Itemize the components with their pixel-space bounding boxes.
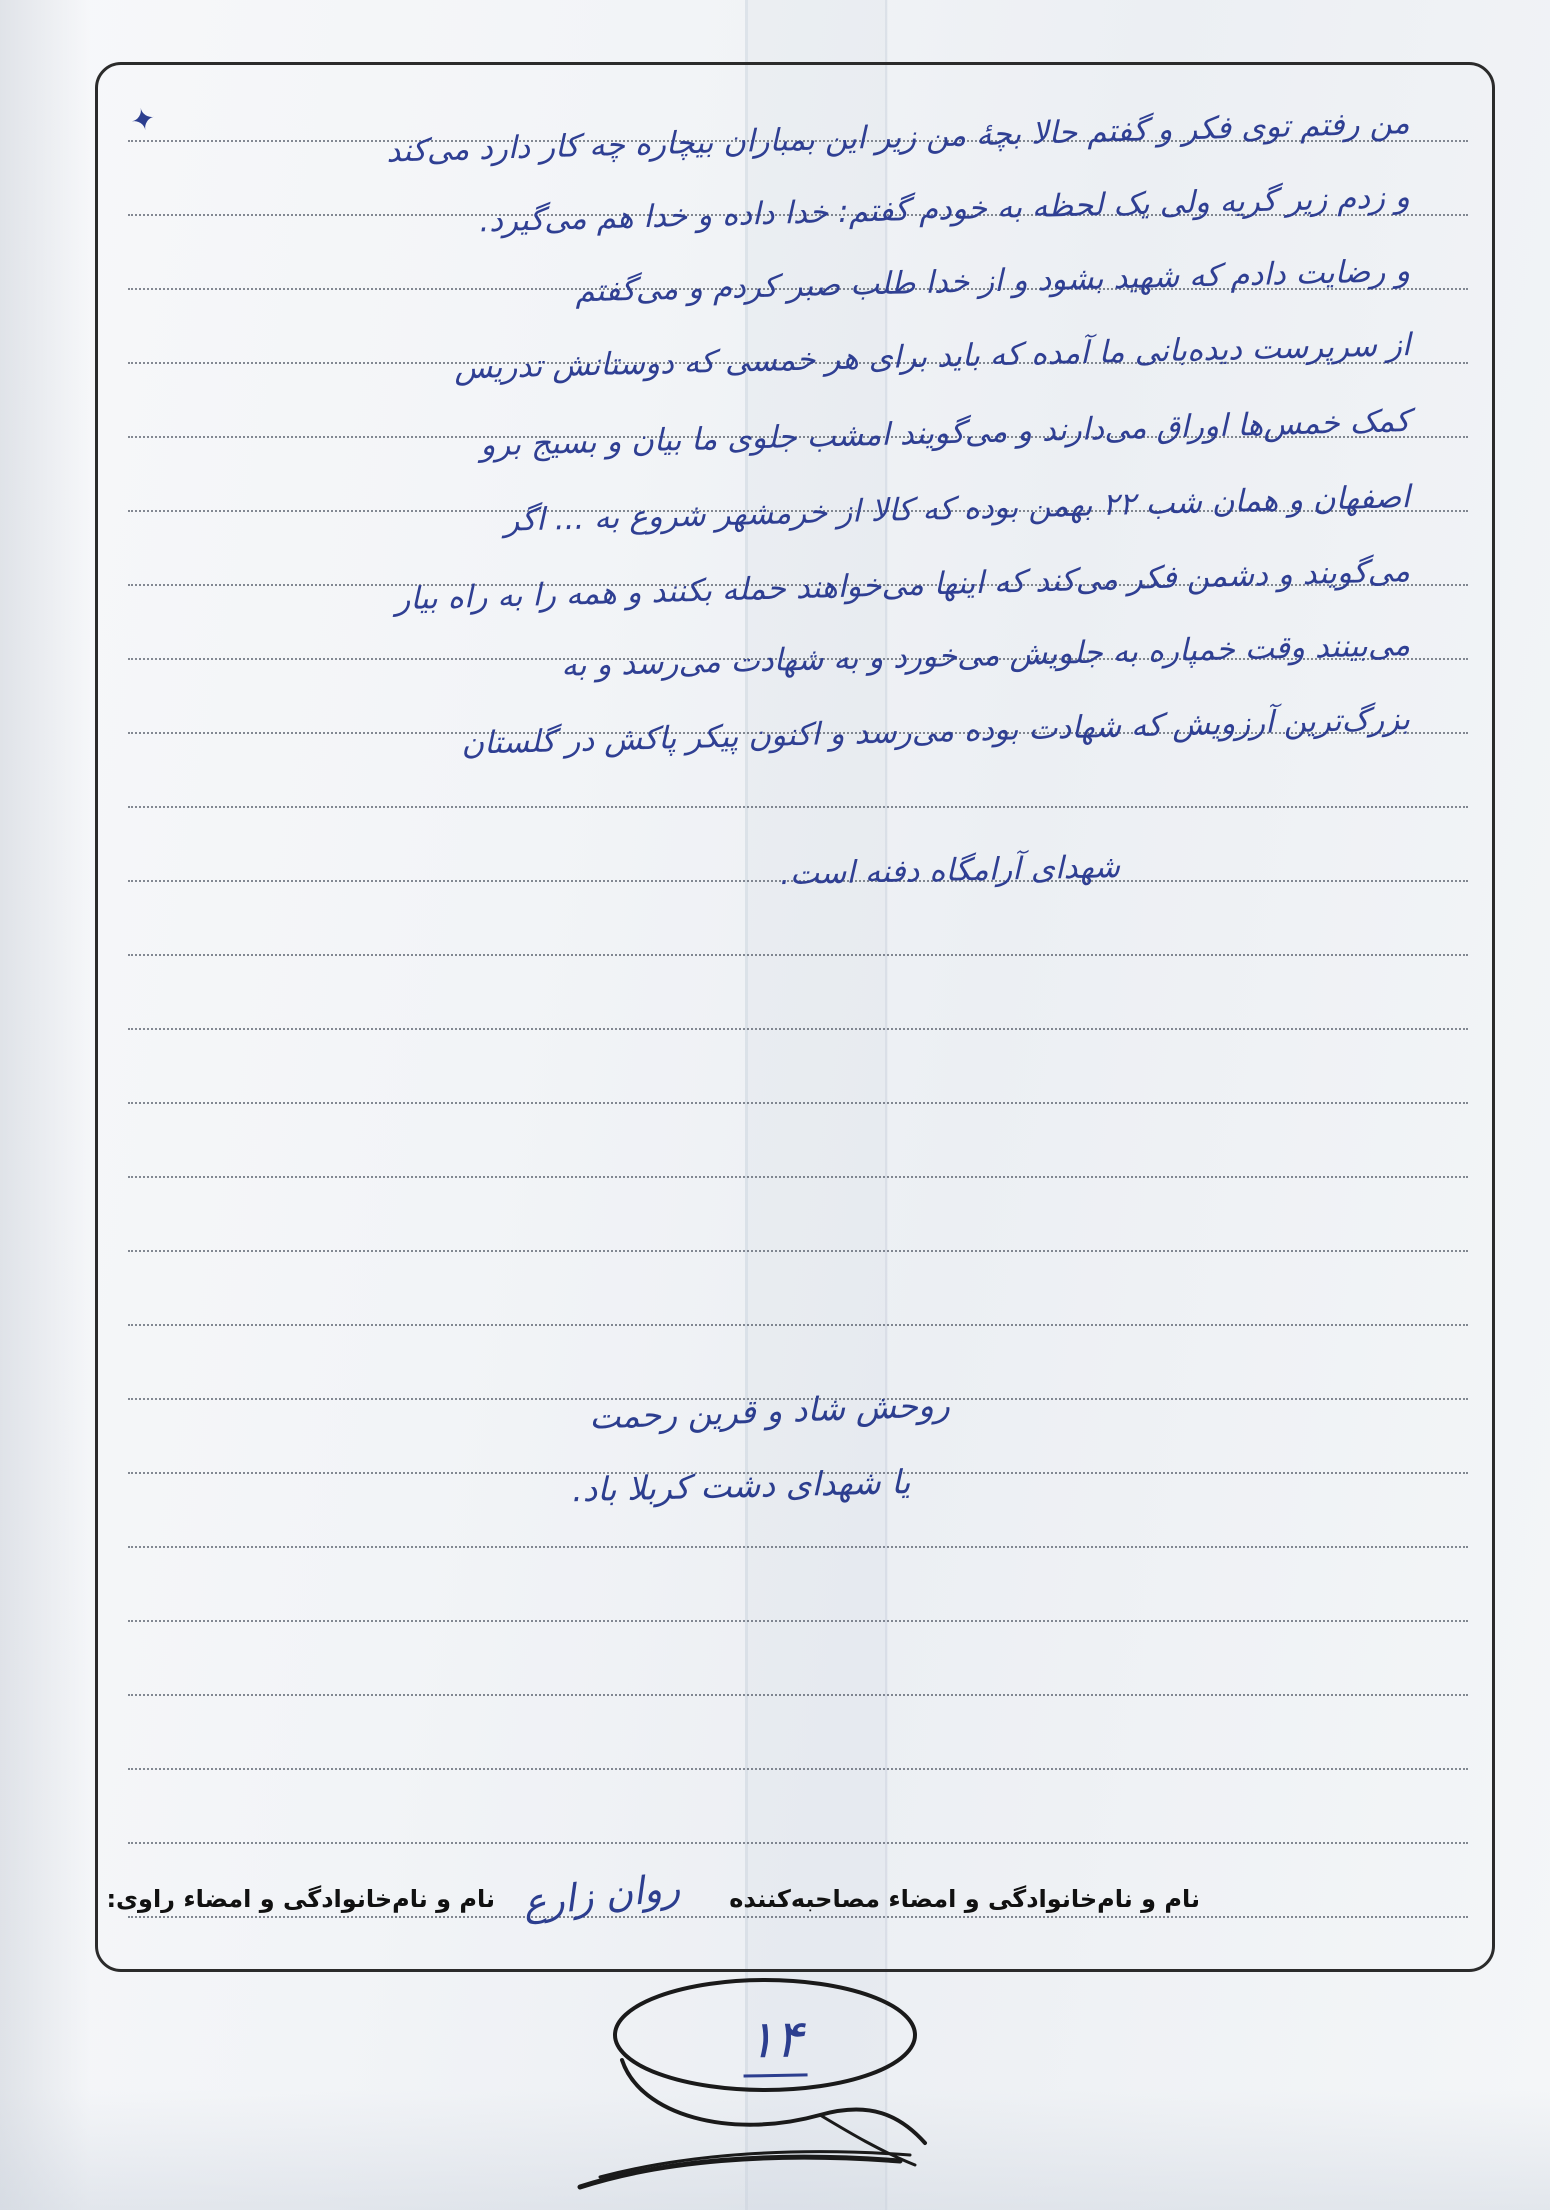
ink-start-mark: ✦ [127, 100, 160, 141]
ruled-line [128, 806, 1468, 808]
handwritten-line: من رفتم توی فکر و گفتم حالا بچهٔ من زیر این بمباران بیچاره چه کار دارد می‌کند [386, 105, 1411, 170]
ruled-line [128, 1176, 1468, 1178]
handwritten-line: می‌بینند وقت خمپاره به جلویش می‌خورد و به شهادت می‌رسد و به [560, 627, 1411, 684]
footer-signature-row [0, 1864, 1550, 1937]
ruled-line [128, 1028, 1468, 1030]
ruled-line [128, 1546, 1468, 1548]
handwritten-line: کمک خمس‌ها اوراق می‌دارند و می‌گویند امشب جلوی ما بیان و بسیج برو [479, 403, 1411, 464]
ruled-line [128, 1324, 1468, 1326]
ruled-line [128, 954, 1468, 956]
handwritten-line: و رضایت دادم که شهید بشود و از خدا طلب صبر کردم و می‌گفتم [574, 253, 1411, 310]
page-bottom-shadow [0, 2090, 1550, 2210]
ruled-line [128, 1620, 1468, 1622]
handwritten-line: و زدم زیر گریه ولی یک لحظه به خودم گفتم: خدا داده و خدا هم می‌گیرد. [479, 179, 1411, 240]
handwritten-line: می‌گویند و دشمن فکر می‌کند که اینها می‌خواهند حمله بکنند و همه را به راه بیار [394, 553, 1411, 618]
handwritten-line: از سرپرست دیده‌بانی ما آمده که باید برای هر خمسی که دوستانش تدریس [453, 327, 1411, 387]
interviewer-signature-handwriting: روان زارع [520, 1864, 682, 1926]
interviewer-signature-label: نام و نام‌خانوادگی و امضاء مصاحبه‌کننده [729, 1885, 1200, 1913]
ruled-line [128, 1694, 1468, 1696]
handwritten-line: شهدای آرامگاه دفنه است. [779, 849, 1121, 893]
ruled-line [128, 1102, 1468, 1104]
page-edge-shadow [0, 0, 90, 2210]
handwritten-closing-line: روحش شاد و قرین رحمت [588, 1385, 951, 1437]
ruled-line [128, 1842, 1468, 1844]
page-number [0, 2010, 1550, 2077]
ruled-line [128, 1250, 1468, 1252]
narrator-signature-label: نام و نام‌خانوادگی و امضاء راوی: [106, 1885, 495, 1913]
handwritten-closing-line: یا شهدای دشت کربلا باد. [571, 1462, 911, 1510]
page-number-value: ۱۴ [742, 2009, 807, 2077]
ruled-line [128, 1768, 1468, 1770]
handwritten-line: اصفهان و همان شب ۲۲ بهمن بوده که کالا از خرمشهر شروع به ... اگر [503, 479, 1411, 539]
handwritten-line: بزرگ‌ترین آرزویش که شهادت بوده می‌رسد و اکنون پیکر پاکش در گلستان [460, 701, 1411, 762]
